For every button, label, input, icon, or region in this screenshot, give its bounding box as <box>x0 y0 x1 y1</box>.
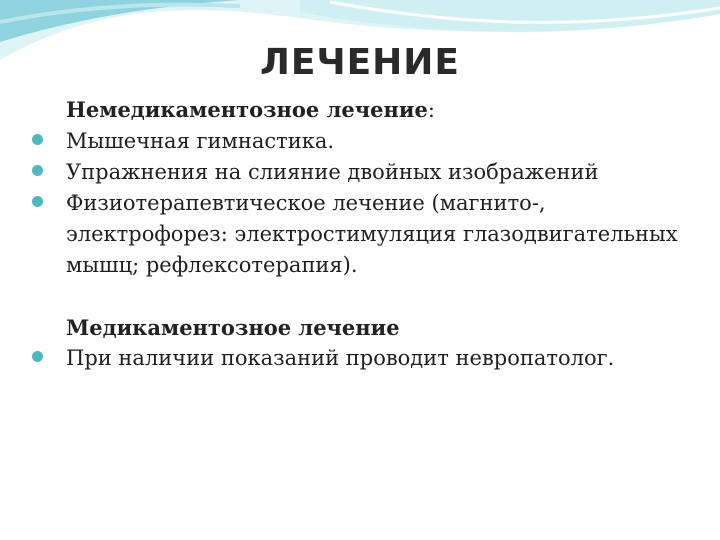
list-item <box>20 157 700 188</box>
section-heading-text: Немедикаментозное лечение <box>66 97 428 122</box>
list-item <box>20 343 700 374</box>
list-item-text: Упражнения на слияние двойных изображений <box>66 160 599 184</box>
bullet-icon <box>32 196 43 207</box>
list-item-text: При наличии показаний проводит невропатолог. <box>66 346 615 370</box>
list-item-text: Мышечная гимнастика. <box>66 129 335 153</box>
bullet-icon <box>32 134 43 145</box>
list-item-text: Физиотерапевтическое лечение (магнито-, электрофорез: электростимуляция глазодвигательных мышц; рефлексотерапия). <box>66 191 678 277</box>
section-heading-text: Медикаментозное лечение <box>66 315 400 340</box>
slide-title: ЛЕЧЕНИЕ <box>259 42 461 83</box>
list-item <box>20 188 700 281</box>
bullet-icon <box>32 165 43 176</box>
bullet-icon <box>32 351 43 362</box>
section-heading-colon: : <box>427 98 435 122</box>
slide-body <box>20 94 700 374</box>
list-item <box>20 126 700 157</box>
section-heading-medical <box>20 312 700 343</box>
section-heading-nonmedical <box>20 94 700 126</box>
